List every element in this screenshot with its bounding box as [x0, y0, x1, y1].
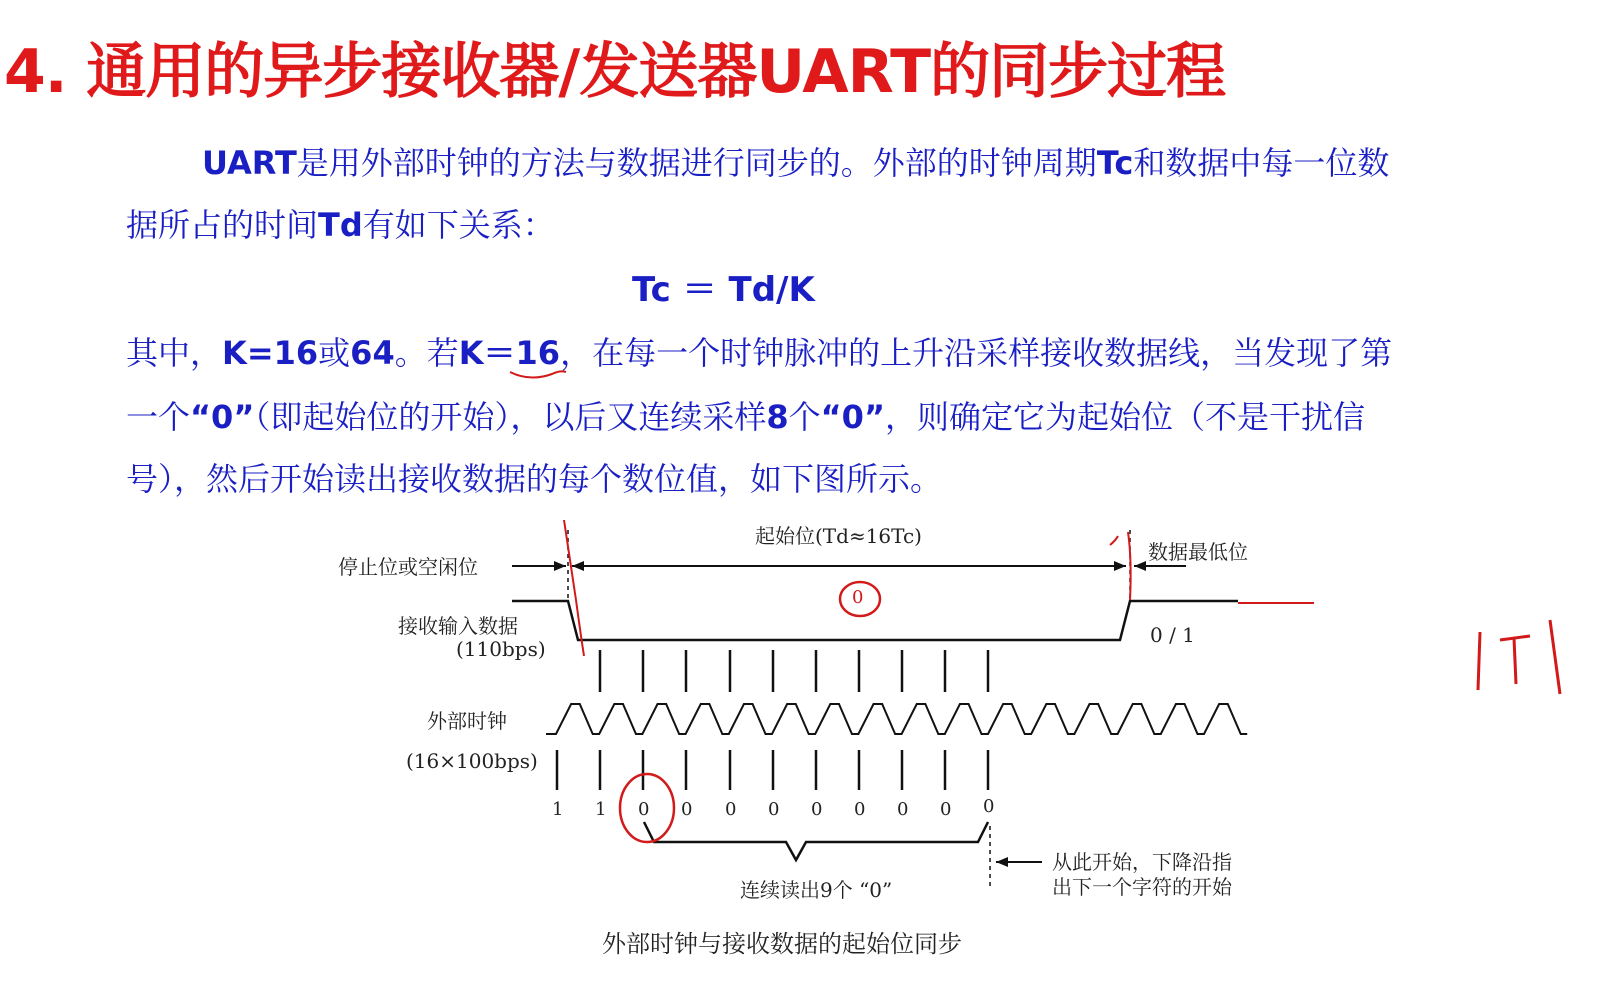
lsb-label: 数据最低位 [1148, 540, 1248, 564]
lsb-value: 0 / 1 [1150, 623, 1195, 647]
bit-value: 0 [811, 799, 823, 820]
td-term: Td [318, 206, 363, 244]
bit-value: 0 [897, 799, 909, 820]
falling-edge-note-line2: 出下一个字符的开始 [1052, 875, 1232, 899]
start-bit-label: 起始位(Td≈16Tc) [755, 524, 922, 548]
brace [644, 822, 988, 860]
bit-value: 0 [983, 796, 995, 817]
bit-value: 0 [681, 799, 693, 820]
stop-arrow-head [554, 561, 566, 571]
sample-ticks-upper [600, 650, 988, 692]
paragraph2-line1: 其中，K=16或64。若K＝16，在每一个时钟脉冲的上升沿采样接收数据线，当发现了第 [126, 334, 1393, 372]
rx-rate: (110bps) [456, 637, 546, 661]
lsb-arrow-head [1134, 561, 1146, 571]
clock-rate: (16×100bps) [406, 749, 538, 773]
start-bit-arrow-left [572, 561, 584, 571]
bit-value: 1 [552, 799, 564, 820]
start-bit-arrow-right [1114, 561, 1126, 571]
uart-term: UART [202, 144, 297, 182]
falling-edge-arrow-head [996, 857, 1008, 867]
bit-value: 0 [940, 799, 952, 820]
bit-value: 0 [854, 799, 866, 820]
red-underline-k16 [510, 371, 566, 377]
falling-edge-note-line1: 从此开始，下降沿指 [1052, 850, 1232, 874]
page-title: 4. 通用的异步接收器/发送器UART的同步过程 [4, 37, 1226, 107]
figure-caption: 外部时钟与接收数据的起始位同步 [602, 930, 962, 958]
start-bit-zero: 0 [852, 587, 864, 608]
bit-value: 0 [725, 799, 737, 820]
paragraph1-line1: UART是用外部时钟的方法与数据进行同步的。外部的时钟周期Tc和数据中每一位数 [202, 144, 1390, 182]
paragraph2-line3: 号），然后开始读出接收数据的每个数位值，如下图所示。 [126, 460, 943, 498]
bit-value: 0 [638, 799, 650, 820]
stop-idle-label: 停止位或空闲位 [338, 555, 478, 579]
rx-data-waveform [512, 601, 1238, 640]
paragraph1-line2: 据所占的时间Td有如下关系： [126, 206, 555, 244]
clock-waveform [546, 704, 1247, 734]
bit-value: 0 [768, 799, 780, 820]
red-mark-start [564, 520, 584, 656]
paragraph2-line2: 一个“0”（即起始位的开始），以后又连续采样8个“0”，则确定它为起始位（不是干扰信 [126, 398, 1365, 436]
sample-ticks-lower [557, 750, 988, 790]
tc-term: Tc [1096, 144, 1134, 182]
k16-term: K＝16 [458, 334, 561, 372]
formula: Tc ＝ Td/K [632, 270, 815, 310]
bit-value: 1 [595, 799, 607, 820]
red-handwritten-tt [1478, 620, 1560, 694]
rx-label: 接收输入数据 [398, 614, 518, 638]
clock-label: 外部时钟 [427, 709, 507, 733]
brace-label: 连续读出9个 “0” [740, 878, 893, 902]
